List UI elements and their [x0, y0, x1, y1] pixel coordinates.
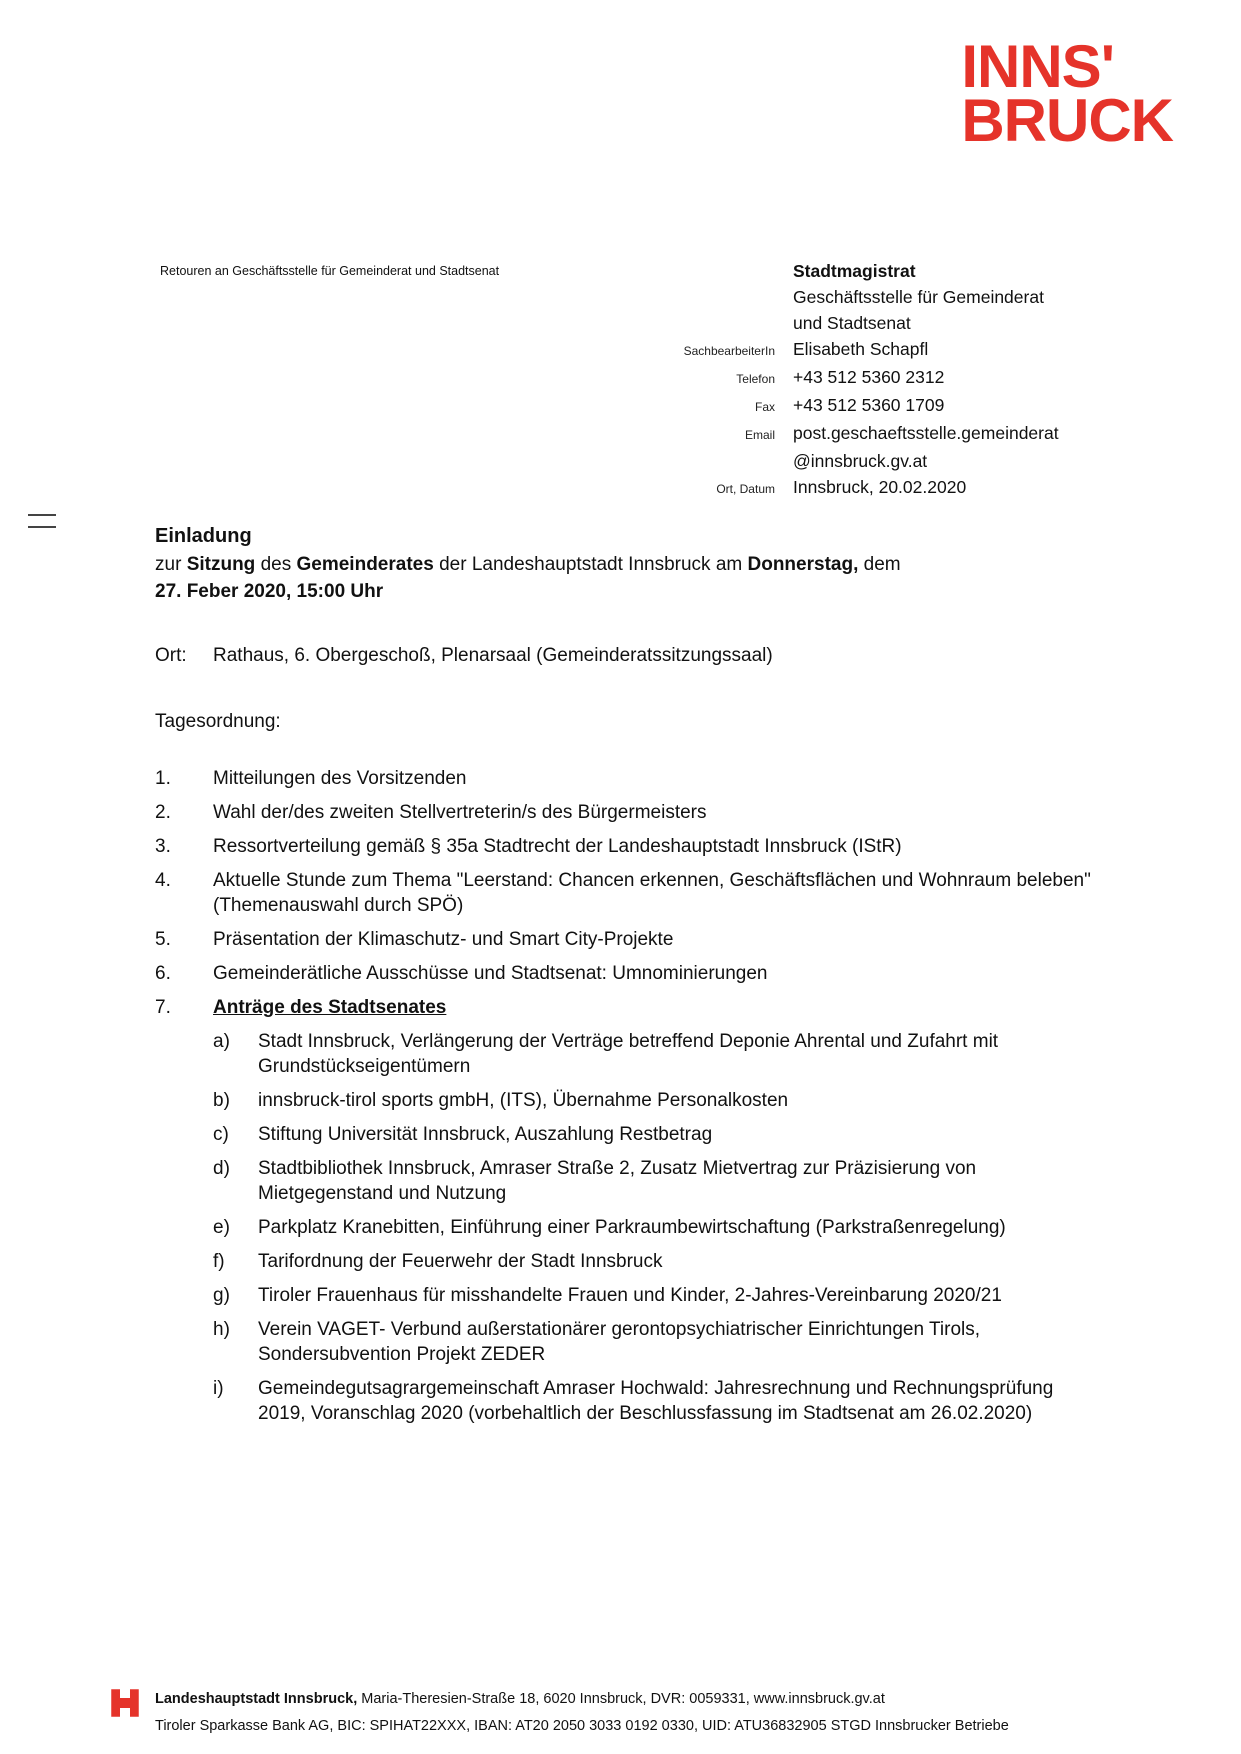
- location-label: Ort:: [155, 645, 187, 666]
- logo-line-1: INNS': [961, 33, 1114, 100]
- agenda-subitem-text: Verein VAGET- Verbund außerstationärer gerontopsychiatrischer Einrichtungen Tirols, Sondersubvention Projekt ZEDER: [258, 1319, 981, 1365]
- agenda-subitem: [213, 1156, 1095, 1206]
- clerk-label: SachbearbeiterIn: [683, 344, 775, 358]
- agenda-subitem: [213, 1215, 1095, 1240]
- email-label: Email: [744, 428, 775, 442]
- letter-body: [155, 522, 1095, 1435]
- contact-row-clerk: [605, 336, 1125, 364]
- footer-text: [155, 1686, 1009, 1740]
- office-dept-line1: Geschäftsstelle für Gemeinderat: [793, 287, 1044, 307]
- agenda-item-number: 4.: [155, 870, 171, 891]
- clerk-name: Elisabeth Schapfl: [793, 339, 929, 359]
- agenda-subitem: [213, 1249, 1095, 1274]
- contact-row-dept2: [605, 310, 1125, 336]
- agenda-subitem-letter: f): [213, 1251, 225, 1272]
- letter-footer: [110, 1686, 1190, 1740]
- agenda-subitem-text: innsbruck-tirol sports gmbH, (ITS), Übernahme Personalkosten: [258, 1090, 789, 1111]
- footer-line-2: Tiroler Sparkasse Bank AG, BIC: SPIHAT22XXX, IBAN: AT20 2050 3033 0192 0330, UID: ATU36832905 STGD Innsbrucker Betriebe: [155, 1718, 1009, 1734]
- intro-text: dem: [858, 554, 901, 575]
- agenda-subitem-letter: c): [213, 1124, 229, 1145]
- agenda-item-text: Aktuelle Stunde zum Thema "Leerstand: Chancen erkennen, Geschäftsflächen und Wohnraum beleben" (Themenauswahl durch SPÖ): [213, 870, 1091, 916]
- agenda-subitem-letter: g): [213, 1285, 230, 1306]
- footer-city-name: Landeshauptstadt Innsbruck,: [155, 1691, 358, 1707]
- agenda-item: [155, 834, 1095, 859]
- agenda-item-text: Gemeinderätliche Ausschüsse und Stadtsenat: Umnominierungen: [213, 963, 768, 984]
- agenda-subitem-text: Stadt Innsbruck, Verlängerung der Verträge betreffend Deponie Ahrental und Zufahrt mit Grundstückseigentümern: [258, 1031, 999, 1077]
- letter-title: Einladung: [155, 525, 252, 547]
- email-address-line1: post.geschaeftsstelle.gemeinderat: [793, 423, 1059, 443]
- agenda-item: [155, 927, 1095, 952]
- contact-row-fax: [605, 392, 1125, 420]
- agenda-item-text: Präsentation der Klimaschutz- und Smart City-Projekte: [213, 929, 674, 950]
- agenda-item-text: Anträge des Stadtsenates: [213, 997, 447, 1018]
- agenda-item-text: Ressortverteilung gemäß § 35a Stadtrecht der Landeshauptstadt Innsbruck (IStR): [213, 836, 902, 857]
- place-date-label: Ort, Datum: [716, 482, 775, 496]
- contact-row-place-date: [605, 474, 1125, 502]
- intro-text-bold: Donnerstag,: [747, 554, 859, 575]
- office-dept-line2: und Stadtsenat: [793, 313, 911, 333]
- agenda-item-number: 1.: [155, 768, 171, 789]
- place-date-value: Innsbruck, 20.02.2020: [793, 477, 967, 497]
- agenda-item: [155, 961, 1095, 986]
- agenda-subitem: [213, 1088, 1095, 1113]
- contact-row-email: [605, 420, 1125, 448]
- fax-label: Fax: [754, 400, 775, 414]
- contact-row-email2: [605, 448, 1125, 474]
- agenda-item: [155, 868, 1095, 918]
- phone-number: +43 512 5360 2312: [793, 367, 945, 387]
- agenda-list: [155, 766, 1095, 1426]
- agenda-item: [155, 766, 1095, 791]
- intro-date-time: 27. Feber 2020, 15:00 Uhr: [155, 581, 384, 602]
- fax-number: +43 512 5360 1709: [793, 395, 945, 415]
- agenda-subitem: [213, 1376, 1095, 1426]
- agenda-item-number: 5.: [155, 929, 171, 950]
- intro-text: zur: [155, 554, 187, 575]
- contact-row-office: [605, 258, 1125, 284]
- contact-row-dept1: [605, 284, 1125, 310]
- intro-text: des: [255, 554, 297, 575]
- agenda-subitem-text: Tarifordnung der Feuerwehr der Stadt Innsbruck: [258, 1251, 663, 1272]
- location-value: Rathaus, 6. Obergeschoß, Plenarsaal (Gemeinderatssitzungssaal): [213, 645, 773, 666]
- agenda-subitem-list: [213, 1029, 1095, 1426]
- return-address-line: Retouren an Geschäftsstelle für Gemeinderat und Stadtsenat: [160, 264, 500, 278]
- agenda-subitem: [213, 1317, 1095, 1367]
- office-name: Stadtmagistrat: [793, 261, 916, 281]
- agenda-item: [155, 800, 1095, 825]
- agenda-subitem: [213, 1122, 1095, 1147]
- agenda-subitem-letter: a): [213, 1031, 230, 1052]
- contact-block: [605, 258, 1125, 502]
- agenda-subitem-letter: b): [213, 1090, 230, 1111]
- agenda-subitem: [213, 1283, 1095, 1308]
- phone-label: Telefon: [736, 372, 775, 386]
- agenda-subitem-letter: d): [213, 1158, 230, 1179]
- innsbruck-crest-icon: [110, 1689, 144, 1722]
- intro-text-bold: Gemeinderates: [296, 554, 434, 575]
- agenda-subitem-text: Tiroler Frauenhaus für misshandelte Frauen und Kinder, 2-Jahres-Vereinbarung 2020/21: [258, 1285, 1002, 1306]
- agenda-item-number: 2.: [155, 802, 171, 823]
- agenda-subitem-letter: i): [213, 1378, 224, 1399]
- agenda-subitem-text: Stiftung Universität Innsbruck, Auszahlung Restbetrag: [258, 1124, 713, 1145]
- intro-text: der Landeshauptstadt Innsbruck am: [433, 554, 748, 575]
- email-address-line2: @innsbruck.gv.at: [793, 451, 928, 471]
- fold-mark: [28, 514, 56, 516]
- fold-mark: [28, 526, 56, 528]
- agenda-item-number: 3.: [155, 836, 171, 857]
- agenda-subitem-letter: h): [213, 1319, 230, 1340]
- intro-text-bold: Sitzung: [186, 554, 256, 575]
- contact-row-phone: [605, 364, 1125, 392]
- agenda-item-number: 6.: [155, 963, 171, 984]
- invitation-intro: [155, 551, 1095, 605]
- footer-line-1: [155, 1686, 1009, 1713]
- location-row: [155, 643, 1095, 668]
- agenda-subitem: [213, 1029, 1095, 1079]
- agenda-subitem-text: Gemeindegutsagrargemeinschaft Amraser Hochwald: Jahresrechnung und Rechnungsprüfung 2019, Voranschlag 2020 (vorbehaltlich der Beschlussfassung im Stadtsenat am 26.02.2020): [258, 1378, 1054, 1424]
- footer-address: Maria-Theresien-Straße 18, 6020 Innsbruck, DVR: 0059331, www.innsbruck.gv.at: [357, 1691, 885, 1707]
- agenda-item: [155, 995, 1095, 1020]
- agenda-subitem-text: Parkplatz Kranebitten, Einführung einer Parkraumbewirtschaftung (Parkstraßenregelung): [258, 1217, 1006, 1238]
- agenda-subitem-letter: e): [213, 1217, 230, 1238]
- agenda-item-text: Mitteilungen des Vorsitzenden: [213, 768, 467, 789]
- agenda-item-text: Wahl der/des zweiten Stellvertreterin/s des Bürgermeisters: [213, 802, 707, 823]
- agenda-item-number: 7.: [155, 997, 171, 1018]
- agenda-heading: Tagesordnung:: [155, 711, 281, 732]
- agenda-subitem-text: Stadtbibliothek Innsbruck, Amraser Straße 2, Zusatz Mietvertrag zur Präzisierung von Mietgegenstand und Nutzung: [258, 1158, 977, 1204]
- innsbruck-logo: [961, 33, 1173, 154]
- logo-line-2: BRUCK: [961, 87, 1173, 154]
